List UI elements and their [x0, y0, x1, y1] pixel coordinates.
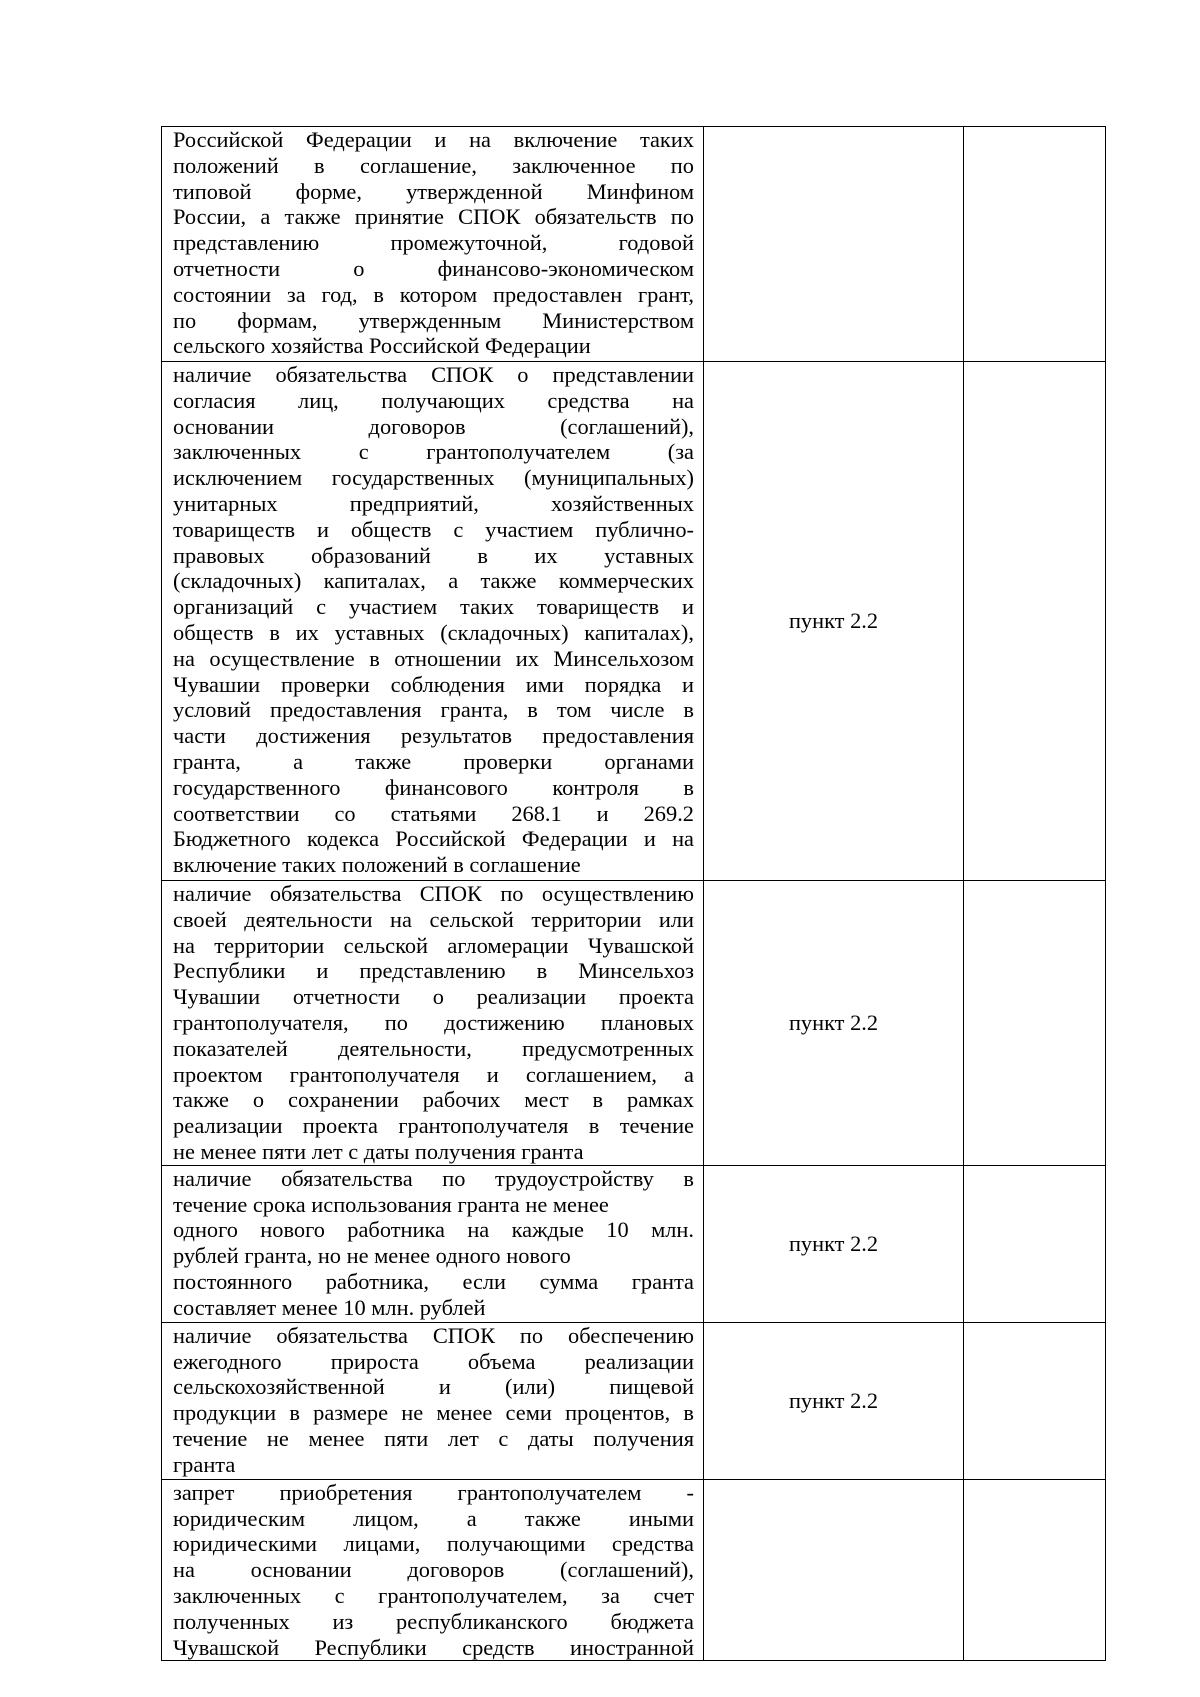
- note-cell: [964, 1322, 1106, 1479]
- requirement-line: течение не менее пяти лет с даты получения: [173, 1425, 694, 1451]
- requirement-cell: [162, 127, 704, 362]
- requirement-line: течение срока использования гранта не менее: [173, 1191, 609, 1217]
- table-row: [162, 127, 1106, 362]
- requirement-line: наличие обязательства СПОК по обеспечению: [173, 1322, 694, 1348]
- requirement-line: юридическими лицами, получающими средства: [173, 1531, 694, 1557]
- requirement-line: грантополучателя, по достижению плановых: [173, 1009, 694, 1035]
- requirement-line: согласия лиц, получающих средства на: [173, 387, 694, 413]
- requirement-line: включение таких положений в соглашение: [173, 852, 581, 878]
- clause-reference: пункт 2.2: [788, 1009, 879, 1035]
- requirements-table: [161, 126, 1106, 1661]
- requirement-line: гранта: [173, 1451, 236, 1477]
- requirement-line: также о сохранении рабочих мест в рамках: [173, 1087, 694, 1113]
- requirement-line: наличие обязательства СПОК о представлении: [173, 362, 694, 387]
- requirement-line: правовых образований в их уставных: [173, 542, 694, 568]
- clause-reference-cell: [704, 362, 964, 881]
- requirement-line: Бюджетного кодекса Российской Федерации и на: [173, 826, 694, 852]
- requirement-line: по формам, утвержденным Министерством: [173, 307, 694, 333]
- clause-reference: пункт 2.2: [788, 608, 879, 633]
- requirement-text: [162, 1323, 703, 1478]
- clause-reference-cell: [704, 881, 964, 1166]
- requirement-line: гранта, а также проверки органами: [173, 748, 694, 774]
- note-cell: [964, 362, 1106, 881]
- requirement-text: [162, 881, 703, 1165]
- requirement-line: условий предоставления гранта, в том числе в: [173, 697, 694, 723]
- clause-reference-cell: [704, 127, 964, 362]
- requirement-line: продукции в размере не менее семи процентов, в: [173, 1400, 694, 1426]
- requirement-line: России, а также принятие СПОК обязательств по: [173, 204, 694, 230]
- requirement-line: организаций с участием таких товариществ и: [173, 594, 694, 620]
- table-row: [162, 1322, 1106, 1479]
- requirement-line: сельского хозяйства Российской Федерации: [173, 333, 591, 359]
- table-row: [162, 1479, 1106, 1661]
- requirement-line: не менее пяти лет с даты получения гранта: [173, 1138, 584, 1164]
- requirement-line: Чувашской Республики средств иностранной: [173, 1634, 694, 1660]
- requirements-table-body: [162, 127, 1106, 1661]
- table-row: [162, 1165, 1106, 1322]
- requirement-cell: [162, 362, 704, 881]
- requirement-line: обществ в их уставных (складочных) капиталах),: [173, 619, 694, 645]
- requirement-line: Чувашии проверки соблюдения ими порядка и: [173, 671, 694, 697]
- note-cell: [964, 881, 1106, 1166]
- requirement-line: рублей гранта, но не менее одного нового: [173, 1243, 571, 1269]
- requirement-line: Российской Федерации и на включение таких: [173, 127, 694, 152]
- requirement-line: исключением государственных (муниципальных): [173, 465, 694, 491]
- requirement-line: запрет приобретения грантополучателем -: [173, 1479, 694, 1505]
- requirement-line: основании договоров (соглашений),: [173, 413, 694, 439]
- clause-reference-cell: [704, 1322, 964, 1479]
- requirement-cell: [162, 1165, 704, 1322]
- requirement-line: на территории сельской агломерации Чувашской: [173, 932, 694, 958]
- requirement-text: [162, 127, 703, 359]
- requirement-text: [162, 1480, 703, 1661]
- requirement-line: отчетности о финансово-экономическом: [173, 255, 694, 281]
- clause-reference: пункт 2.2: [788, 1230, 879, 1256]
- requirement-line: юридическим лицом, а также иными: [173, 1505, 694, 1531]
- clause-reference-cell: [704, 1479, 964, 1661]
- requirement-line: положений в соглашение, заключенное по: [173, 152, 694, 178]
- requirement-line: заключенных с грантополучателем, за счет: [173, 1582, 694, 1608]
- requirement-line: соответствии со статьями 268.1 и 269.2: [173, 800, 694, 826]
- requirement-line: показателей деятельности, предусмотренных: [173, 1035, 694, 1061]
- note-cell: [964, 1479, 1106, 1661]
- table-row: [162, 881, 1106, 1166]
- clause-reference: пункт 2.2: [788, 1387, 879, 1413]
- table-row: [162, 362, 1106, 881]
- requirement-text: [162, 1166, 703, 1321]
- note-cell: [964, 127, 1106, 362]
- requirement-line: ежегодного прироста объема реализации: [173, 1348, 694, 1374]
- requirement-line: унитарных предприятий, хозяйственных: [173, 490, 694, 516]
- requirement-line: реализации проекта грантополучателя в течение: [173, 1113, 694, 1139]
- requirement-line: состоянии за год, в котором предоставлен грант,: [173, 281, 694, 307]
- requirement-cell: [162, 881, 704, 1166]
- requirement-line: постоянного работника, если сумма гранта: [173, 1268, 694, 1294]
- requirement-line: составляет менее 10 млн. рублей: [173, 1294, 486, 1320]
- requirement-line: товариществ и обществ с участием публично-: [173, 516, 694, 542]
- requirement-line: сельскохозяйственной и (или) пищевой: [173, 1374, 694, 1400]
- requirement-line: полученных из республиканского бюджета: [173, 1608, 694, 1634]
- requirement-line: одного нового работника на каждые 10 млн.: [173, 1217, 694, 1243]
- note-cell: [964, 1165, 1106, 1322]
- requirement-line: типовой форме, утвержденной Минфином: [173, 178, 694, 204]
- requirement-line: представлению промежуточной, годовой: [173, 230, 694, 256]
- requirement-line: (складочных) капиталах, а также коммерческих: [173, 568, 694, 594]
- requirement-cell: [162, 1322, 704, 1479]
- requirement-line: своей деятельности на сельской территории или: [173, 906, 694, 932]
- requirement-line: на основании договоров (соглашений),: [173, 1557, 694, 1583]
- requirement-line: наличие обязательства по трудоустройству в: [173, 1165, 694, 1191]
- requirement-cell: [162, 1479, 704, 1661]
- requirement-line: государственного финансового контроля в: [173, 774, 694, 800]
- requirement-text: [162, 362, 703, 878]
- requirement-line: Чувашии отчетности о реализации проекта: [173, 984, 694, 1010]
- requirement-line: заключенных с грантополучателем (за: [173, 439, 694, 465]
- clause-reference-cell: [704, 1165, 964, 1322]
- requirement-line: наличие обязательства СПОК по осуществлению: [173, 881, 694, 906]
- requirement-line: Республики и представлению в Минсельхоз: [173, 958, 694, 984]
- requirement-line: проектом грантополучателя и соглашением, а: [173, 1061, 694, 1087]
- requirement-line: части достижения результатов предоставления: [173, 723, 694, 749]
- requirement-line: на осуществление в отношении их Минсельхозом: [173, 645, 694, 671]
